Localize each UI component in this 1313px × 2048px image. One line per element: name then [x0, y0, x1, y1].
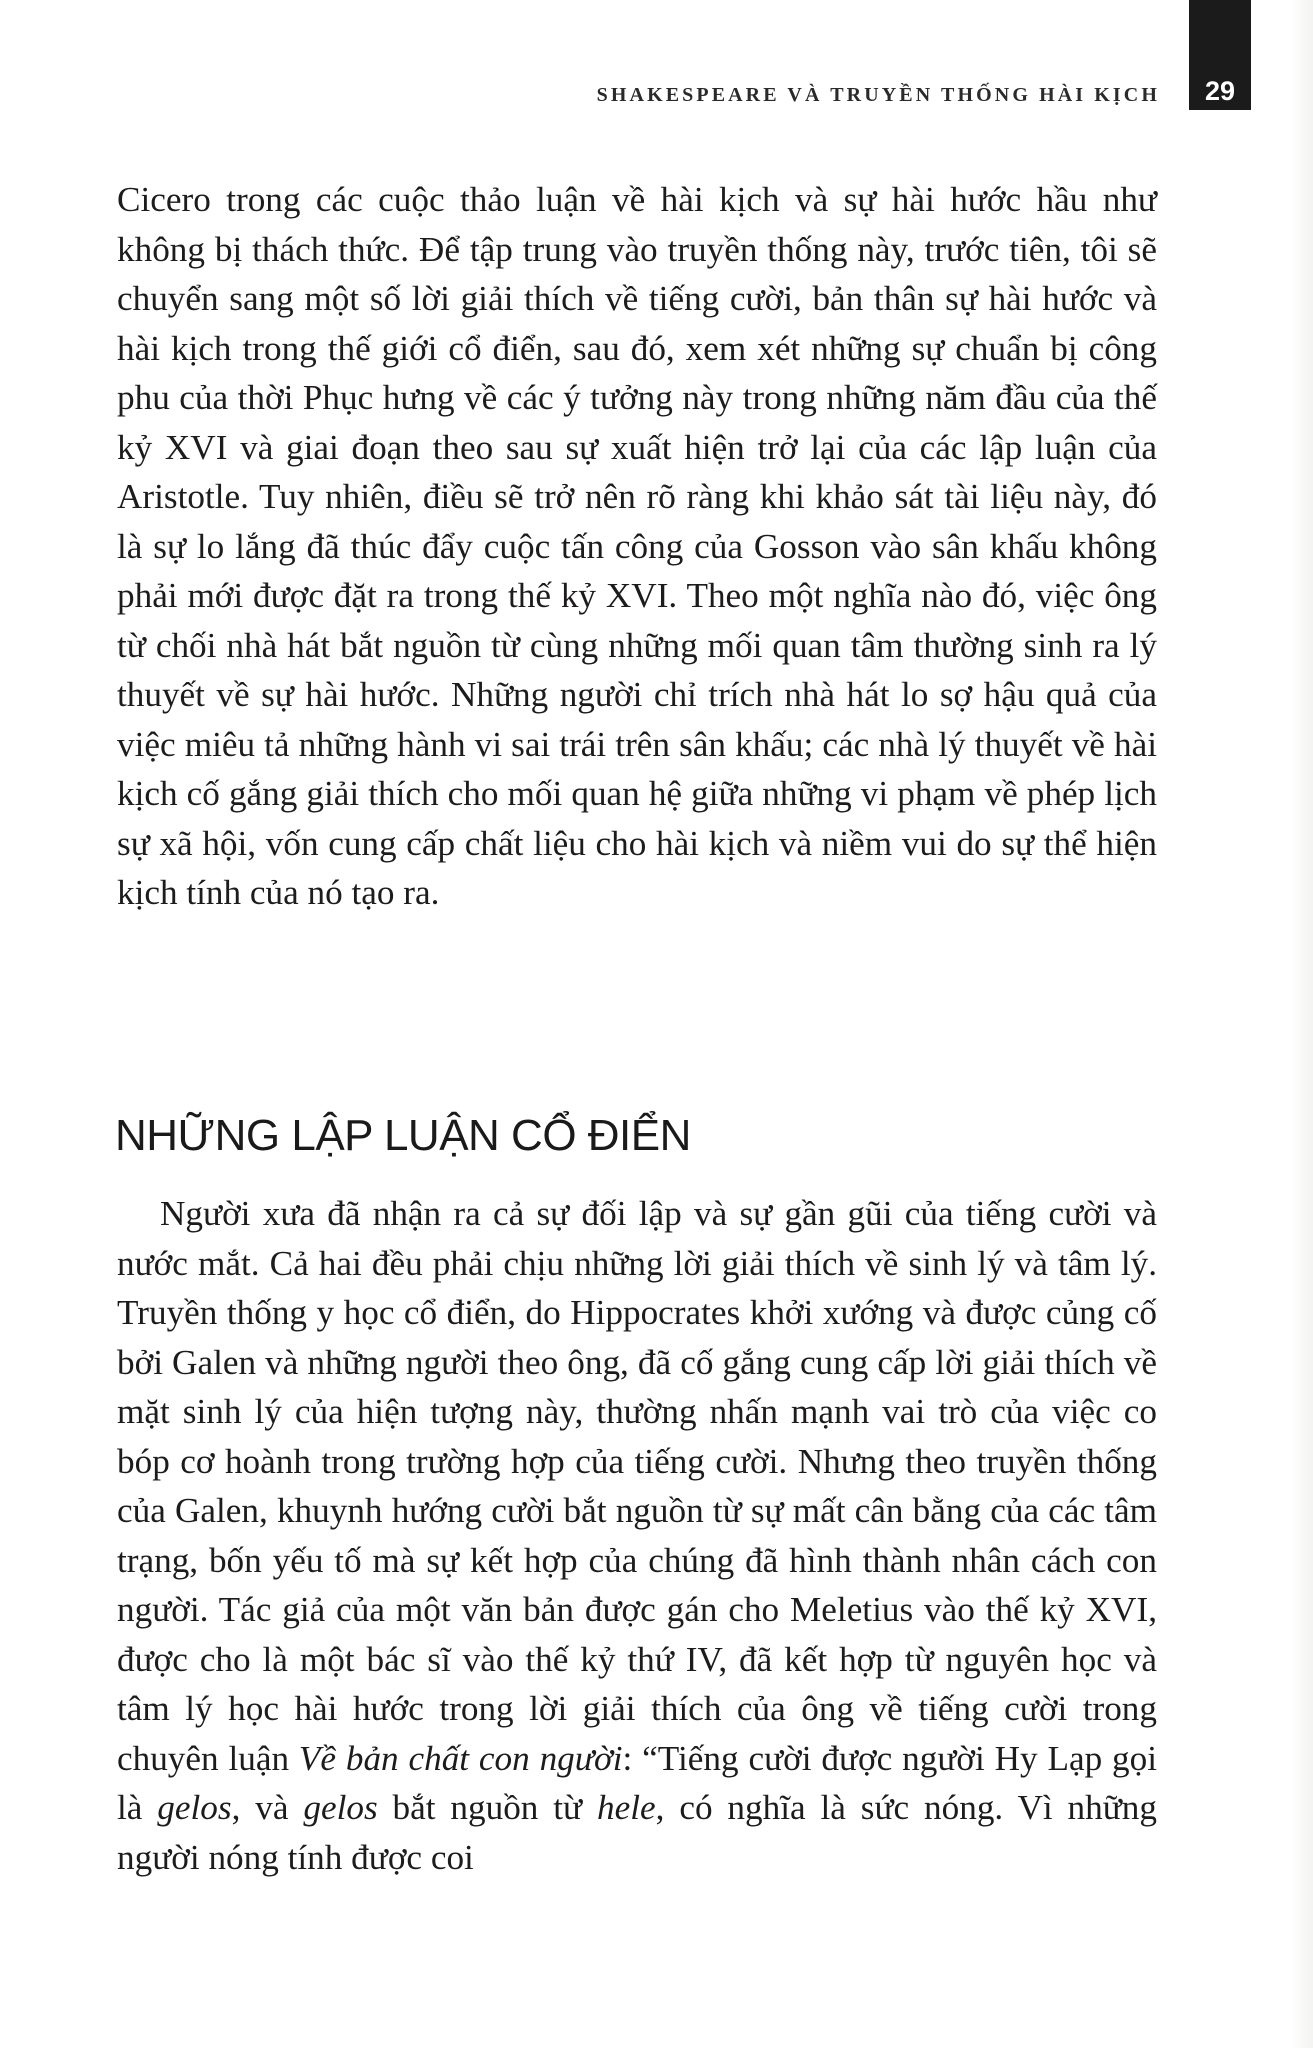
page-number-tab: [1189, 0, 1251, 110]
origin-text: bắt nguồn từ: [377, 1788, 598, 1827]
page-edge-shadow: [1291, 0, 1313, 2048]
connector-text: , và: [231, 1788, 304, 1827]
quote-opening: : “Tiếng cười được người Hy Lạp gọi là: [117, 1738, 1158, 1827]
greek-term-gelos: gelos: [157, 1788, 232, 1827]
running-header: SHAKESPEARE VÀ TRUYỀN THỐNG HÀI KỊCH: [596, 84, 1160, 106]
paragraph-classical-arguments: [117, 1189, 1157, 1882]
greek-term-hele: hele: [597, 1788, 656, 1827]
paragraph-cicero: Cicero trong các cuộc thảo luận về hài kịch và sự hài hước hầu như không bị thách thức. Để tập trung vào truyền thống này, trước tiên, tôi sẽ chuyển sang một số lời giải thích về tiếng cười, bản thân sự hài hước và hài kịch trong thế giới cổ điển, sau đó, xem xét những sự chuẩn bị công phu của thời Phục hưng về các ý tưởng này trong những năm đầu của thế kỷ XVI và giai đoạn theo sau sự xuất hiện trở lại của các lập luận của Aristotle. Tuy nhiên, điều sẽ trở nên rõ ràng khi khảo sát tài liệu này, đó là sự lo lắng đã thúc đẩy cuộc tấn công của Gosson vào sân khấu không phải mới được đặt ra trong thế kỷ XVI. Theo một nghĩa nào đó, việc ông từ chối nhà hát bắt nguồn từ cùng những mối quan tâm thường sinh ra lý thuyết về sự hài hước. Những người chỉ trích nhà hát lo sợ hậu quả của việc miêu tả những hành vi sai trái trên sân khấu; các nhà lý thuyết về hài kịch cố gắng giải thích cho mối quan hệ giữa những vi phạm về phép lịch sự xã hội, vốn cung cấp chất liệu cho hài kịch và niềm vui do sự thể hiện kịch tính của nó tạo ra.: [117, 180, 1157, 912]
section-heading: NHỮNG LẬP LUẬN CỔ ĐIỂN: [115, 1111, 691, 1160]
greek-term-gelos-second: gelos: [303, 1788, 378, 1827]
page-number: 29: [1204, 76, 1236, 106]
book-title: Về bản chất con người: [298, 1738, 623, 1778]
paragraph-ending: , có nghĩa là sức nóng. Vì những người nóng tính được coi: [117, 1788, 1157, 1877]
paragraph-text-intro: Người xưa đã nhận ra cả sự đối lập và sự gần gũi của tiếng cười và nước mắt. Cả hai đều phải chịu những lời giải thích về sinh lý và tâm lý. Truyền thống y học cổ điển, do Hippocrates khởi xướng và được củng cố bởi Galen và những người theo ông, đã cố gắng cung cấp lời giải thích về mặt sinh lý của hiện tượng này, thường nhấn mạnh vai trò của việc co bóp cơ hoành trong trường hợp của tiếng cười. Nhưng theo truyền thống của Galen, khuynh hướng cười bắt nguồn từ sự mất cân bằng của các tâm trạng, bốn yếu tố mà sự kết hợp của chúng đã hình thành nhân cách con người. Tác giả của một văn bản được gán cho Meletius vào thế kỷ XVI, được cho là một bác sĩ vào thế kỷ thứ IV, đã kết hợp từ nguyên học và tâm lý học hài hước trong lời giải thích của ông về tiếng cười trong chuyên luận: [117, 1194, 1157, 1778]
